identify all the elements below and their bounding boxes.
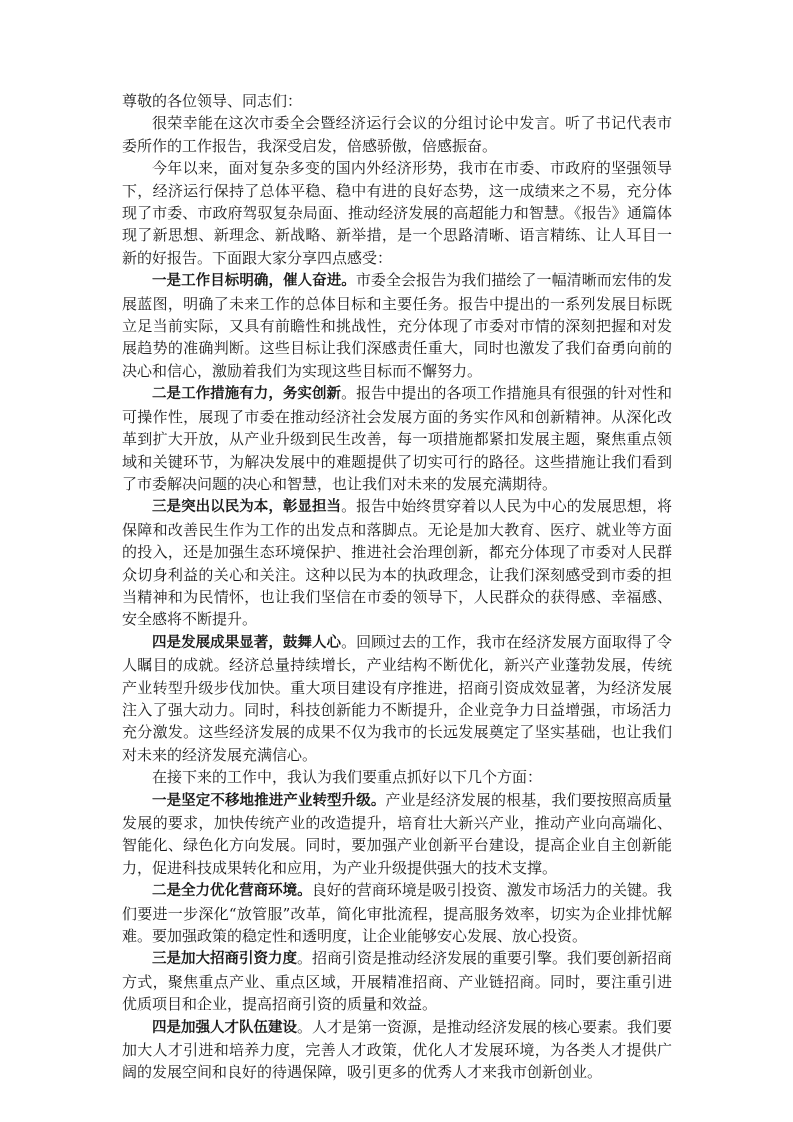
intro-paragraph: 很荣幸能在这次市委全会暨经济运行会议的分组讨论中发言。听了书记代表市委所作的工作报告，我深受启发，倍感骄傲，倍感振奋。	[122, 114, 672, 155]
transition-paragraph: 在接下来的工作中，我认为我们要重点抓好以下几个方面：	[152, 768, 543, 787]
feeling-body-3: 。报告中始终贯穿着以人民为中心的发展思想，将保障和改善民生作为工作的出发点和落脚点。无论是加大教育、医疗、就业等方面的投入，还是加强生态环境保护、推进社会治理创新，都充分体现了市委对人民群众切身利益的关心和关注。这种以民为本的执政理念，让我们深刻感受到市委的担当精神和为民情怀，也让我们坚信在市委的领导下，人民群众的获得感、幸福感、安全感将不断提升。	[122, 497, 672, 629]
feeling-heading-3: 三是突出以民为本，彰显担当	[152, 499, 342, 516]
focus-heading-2: 二是全力优化营商环境。	[152, 883, 312, 900]
feeling-body-4: 。回顾过去的工作，我市在经济发展方面取得了令人瞩目的成就。经济总量持续增长，产业结构不断优化，新兴产业蓬勃发展，传统产业转型升级步伐加快。重大项目建设有序推进，招商引资成效显著，为经济发展注入了强大动力。同时，科技创新能力不断提升，企业竞争力日益增强，市场活力充分激发。这些经济发展的成果不仅为我市的长远发展奠定了坚实基础，也让我们对未来的经济发展充满信心。	[122, 632, 672, 764]
focus-body-4: 。人才是第一资源，是推动经济发展的核心要素。我们要加大人才引进和培养力度，完善人才政策，优化人才发展环境，为各类人才提供广阔的发展空间和良好的待遇保障，吸引更多的优秀人才来我市创新创业。	[122, 1017, 673, 1082]
feeling-body-1: 市委全会报告为我们描绘了一幅清晰而宏伟的发展蓝图，明确了未来工作的总体目标和主要任务。报告中提出的一系列发展目标既立足当前实际，又具有前瞻性和挑战性，充分体现了市委对市情的深刻把握和对发展趋势的准确判断。这些目标让我们深感责任重大，同时也激发了我们奋勇向前的决心和信心，激励着我们为实现这些目标而不懈努力。	[122, 271, 672, 380]
focus-paragraph-2	[122, 879, 672, 947]
focus-body-3: 。招商引资是推动经济发展的重要引擎。我们要创新招商方式，聚焦重点产业、重点区域，开展精准招商、产业链招商。同时，要注重引进优质项目和企业，提高招商引资的质量和效益。	[122, 949, 673, 1014]
feeling-paragraph-2	[122, 382, 672, 495]
focus-heading-1: 一是坚定不移地推进产业转型升级。	[152, 792, 386, 809]
feeling-paragraph-3	[122, 495, 672, 630]
focus-paragraph-3	[122, 947, 672, 1015]
feeling-paragraph-1	[122, 269, 672, 382]
feeling-paragraph-4	[122, 631, 672, 766]
focus-body-1: 产业是经济发展的根基，我们要按照高质量发展的要求，加快传统产业的改造提升，培育壮大新兴产业，推动产业向高端化、智能化、绿色化方向发展。同时，要加强产业创新平台建设，提高企业自主创新能力，促进科技成果转化和应用，为产业升级提供强大的技术支撑。	[122, 790, 672, 877]
speech-text	[122, 90, 672, 1084]
focus-heading-3: 三是加大招商引资力度	[152, 951, 297, 968]
feeling-heading-1: 一是工作目标明确，催人奋进。	[152, 273, 356, 290]
feeling-heading-2: 二是工作措施有力，务实创新	[152, 386, 342, 403]
focus-paragraph-4	[122, 1016, 672, 1084]
focus-heading-4: 四是加强人才队伍建设	[152, 1019, 297, 1036]
feeling-body-2: 。报告中提出的各项工作措施具有很强的针对性和可操作性，展现了市委在推动经济社会发展方面的务实作风和创新精神。从深化改革到扩大开放，从产业升级到民生改善，每一项措施都紧扣发展主题，聚焦重点领域和关键环节，为解决发展中的难题提供了切实可行的路径。这些措施让我们看到了市委解决问题的决心和智慧，也让我们对未来的发展充满期待。	[122, 384, 672, 493]
overview-paragraph: 今年以来，面对复杂多变的国内外经济形势，我市在市委、市政府的坚强领导下，经济运行保持了总体平稳、稳中有进的良好态势，这一成绩来之不易，充分体现了市委、市政府驾驭复杂局面、推动经济发展的高超能力和智慧。《报告》通篇体现了新思想、新理念、新战略、新举措，是一个思路清晰、语言精练、让人耳目一新的好报告。下面跟大家分享四点感受：	[122, 159, 672, 267]
feeling-heading-4: 四是发展成果显著，鼓舞人心	[152, 634, 342, 651]
focus-paragraph-1	[122, 789, 672, 880]
focus-body-2: 良好的营商环境是吸引投资、激发市场活力的关键。我们要进一步深化“放管服”改革，简化审批流程，提高服务效率，切实为企业排忧解难。要加强政策的稳定性和透明度，让企业能够安心发展、放心投资。	[122, 881, 672, 946]
salutation: 尊敬的各位领导、同志们：	[122, 92, 303, 110]
